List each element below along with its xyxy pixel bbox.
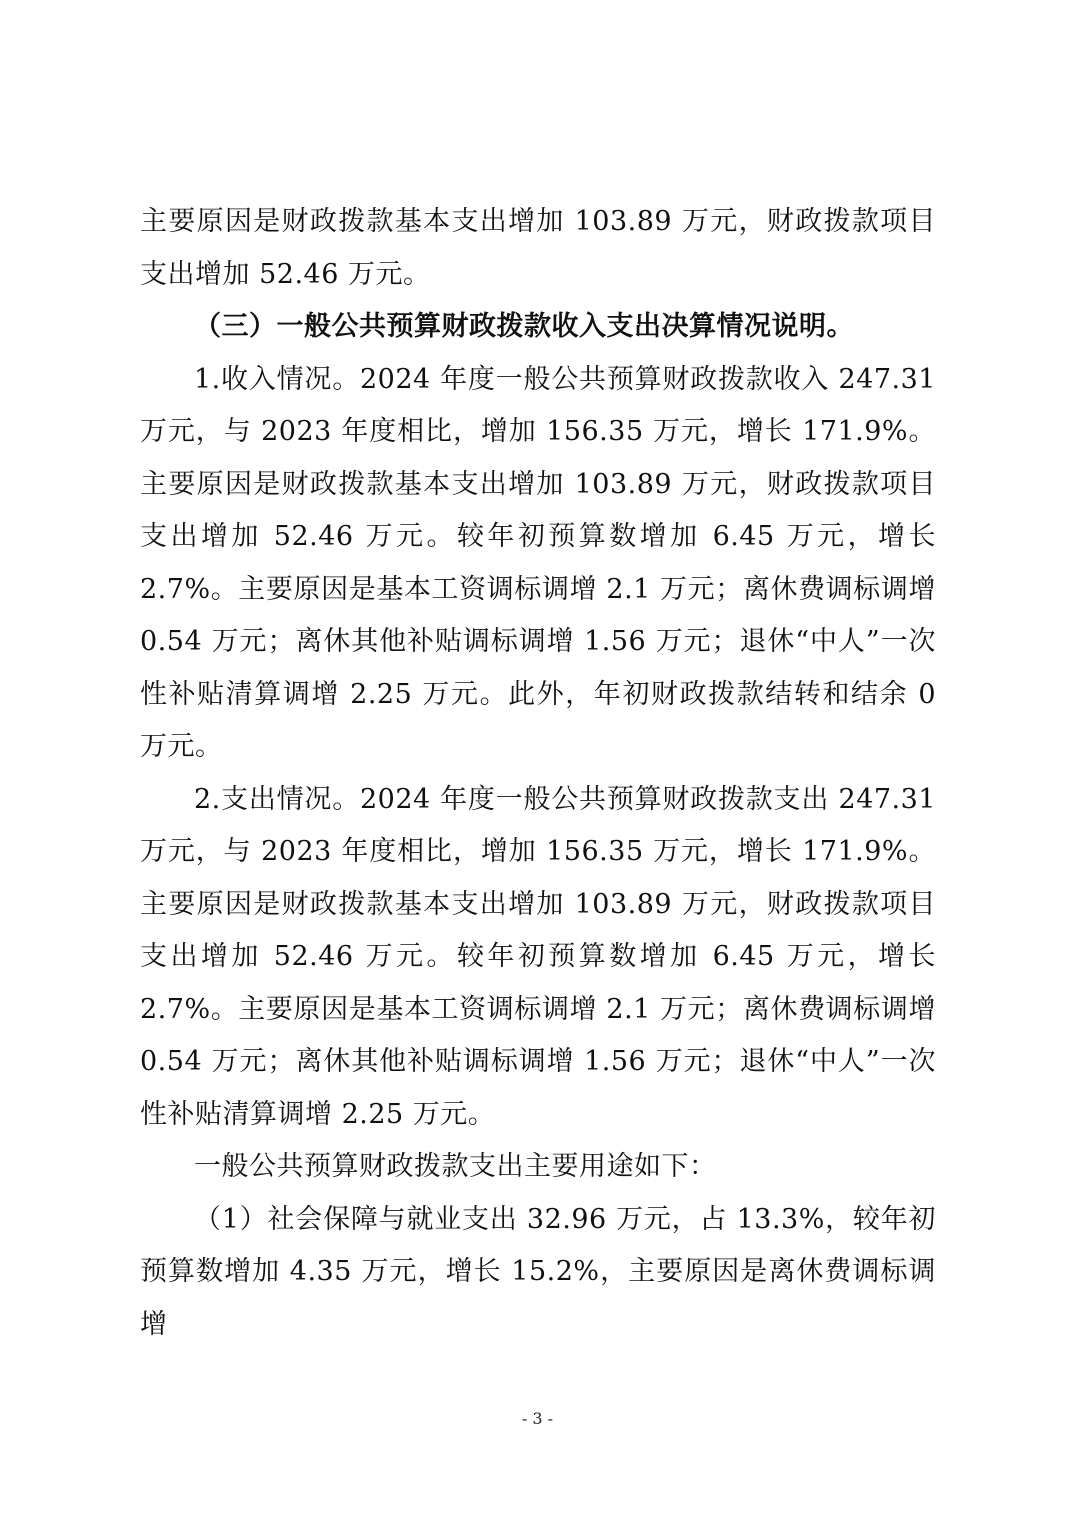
section-heading: （三）一般公共预算财政拨款收入支出决算情况说明。 [194, 311, 854, 342]
paragraph-continuation: 主要原因是财政拨款基本支出增加 103.89 万元，财政拨款项目支出增加 52.46 万元。 [140, 206, 936, 290]
body-text [140, 196, 936, 1351]
paragraph-item-1: （1）社会保障与就业支出 32.96 万元，占 13.3%，较年初预算数增加 4.35 万元，增长 15.2%，主要原因是离休费调标调增 [140, 1203, 936, 1340]
paragraph-uses-intro: 一般公共预算财政拨款支出主要用途如下： [194, 1151, 717, 1182]
paragraph-income: 1.收入情况。2024 年度一般公共预算财政拨款收入 247.31 万元，与 2023 年度相比，增加 156.35 万元，增长 171.9%。主要原因是财政拨款基本支出增加 103.89 万元，财政拨款项目支出增加 52.46 万元。较年初预算数增加 6.45 万元，增长 2.7%。主要原因是基本工资调标调增 2.1 万元；离休费调标调增 0.54 万元；离休其他补贴调标调增 1.56 万元；退休“中人”一次性补贴清算调增 2.25 万元。此外，年初财政拨款结转和结余 0 万元。 [140, 363, 936, 762]
page-number: - 3 - [521, 1409, 554, 1428]
paragraph-expenditure: 2.支出情况。2024 年度一般公共预算财政拨款支出 247.31 万元，与 2023 年度相比，增加 156.35 万元，增长 171.9%。主要原因是财政拨款基本支出增加 103.89 万元，财政拨款项目支出增加 52.46 万元。较年初预算数增加 6.45 万元，增长 2.7%。主要原因是基本工资调标调增 2.1 万元；离休费调标调增 0.54 万元；离休其他补贴调标调增 1.56 万元；退休“中人”一次性补贴清算调增 2.25 万元。 [140, 783, 936, 1130]
